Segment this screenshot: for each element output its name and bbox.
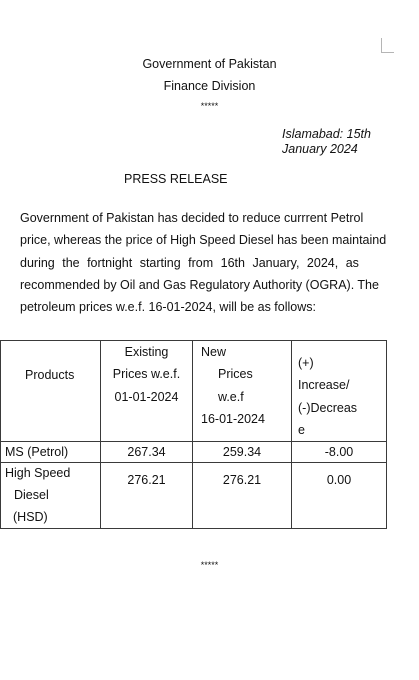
table-row <box>1 442 387 463</box>
body-line: during the fortnight starting from 16th January, 2024, as <box>20 255 359 270</box>
header-stars: ***** <box>200 101 219 111</box>
division-heading: Finance Division <box>163 79 256 93</box>
new-price-cell: 259.34 <box>193 442 292 463</box>
header-new-prices: New Prices w.e.f 16-01-2024 <box>193 341 292 442</box>
place-date <box>282 127 371 157</box>
body-line: recommended by Oil and Gas Regulatory Authority (OGRA). The <box>20 277 379 292</box>
product-cell: MS (Petrol) <box>1 442 101 463</box>
existing-price-cell: 276.21 <box>101 463 193 529</box>
place-date-line-1: Islamabad: 15th <box>282 127 371 141</box>
header-products: Products <box>1 341 101 442</box>
body-line: Government of Pakistan has decided to reduce currrent Petrol <box>20 211 364 225</box>
press-release-body <box>20 207 402 318</box>
header-change: (+) Increase/ (-)Decreas e <box>292 341 387 442</box>
body-line: price, whereas the price of High Speed Diesel has been maintaind <box>20 233 387 248</box>
new-price-cell: 276.21 <box>193 463 292 529</box>
change-cell: -8.00 <box>292 442 387 463</box>
price-table-header-row <box>1 341 387 442</box>
price-table <box>0 340 387 529</box>
government-heading: Government of Pakistan <box>142 57 277 71</box>
place-date-line-2: January 2024 <box>282 142 358 156</box>
header-existing-prices: Existing Prices w.e.f. 01-01-2024 <box>101 341 193 442</box>
footer-stars: ***** <box>200 560 219 570</box>
product-cell: High Speed Diesel (HSD) <box>1 463 101 529</box>
table-row <box>1 463 387 529</box>
page-corner-mark <box>381 38 394 53</box>
existing-price-cell: 267.34 <box>101 442 193 463</box>
change-cell: 0.00 <box>292 463 387 529</box>
body-line: petroleum prices w.e.f. 16-01-2024, will be as follows: <box>20 300 316 315</box>
press-release-title: PRESS RELEASE <box>124 172 228 186</box>
